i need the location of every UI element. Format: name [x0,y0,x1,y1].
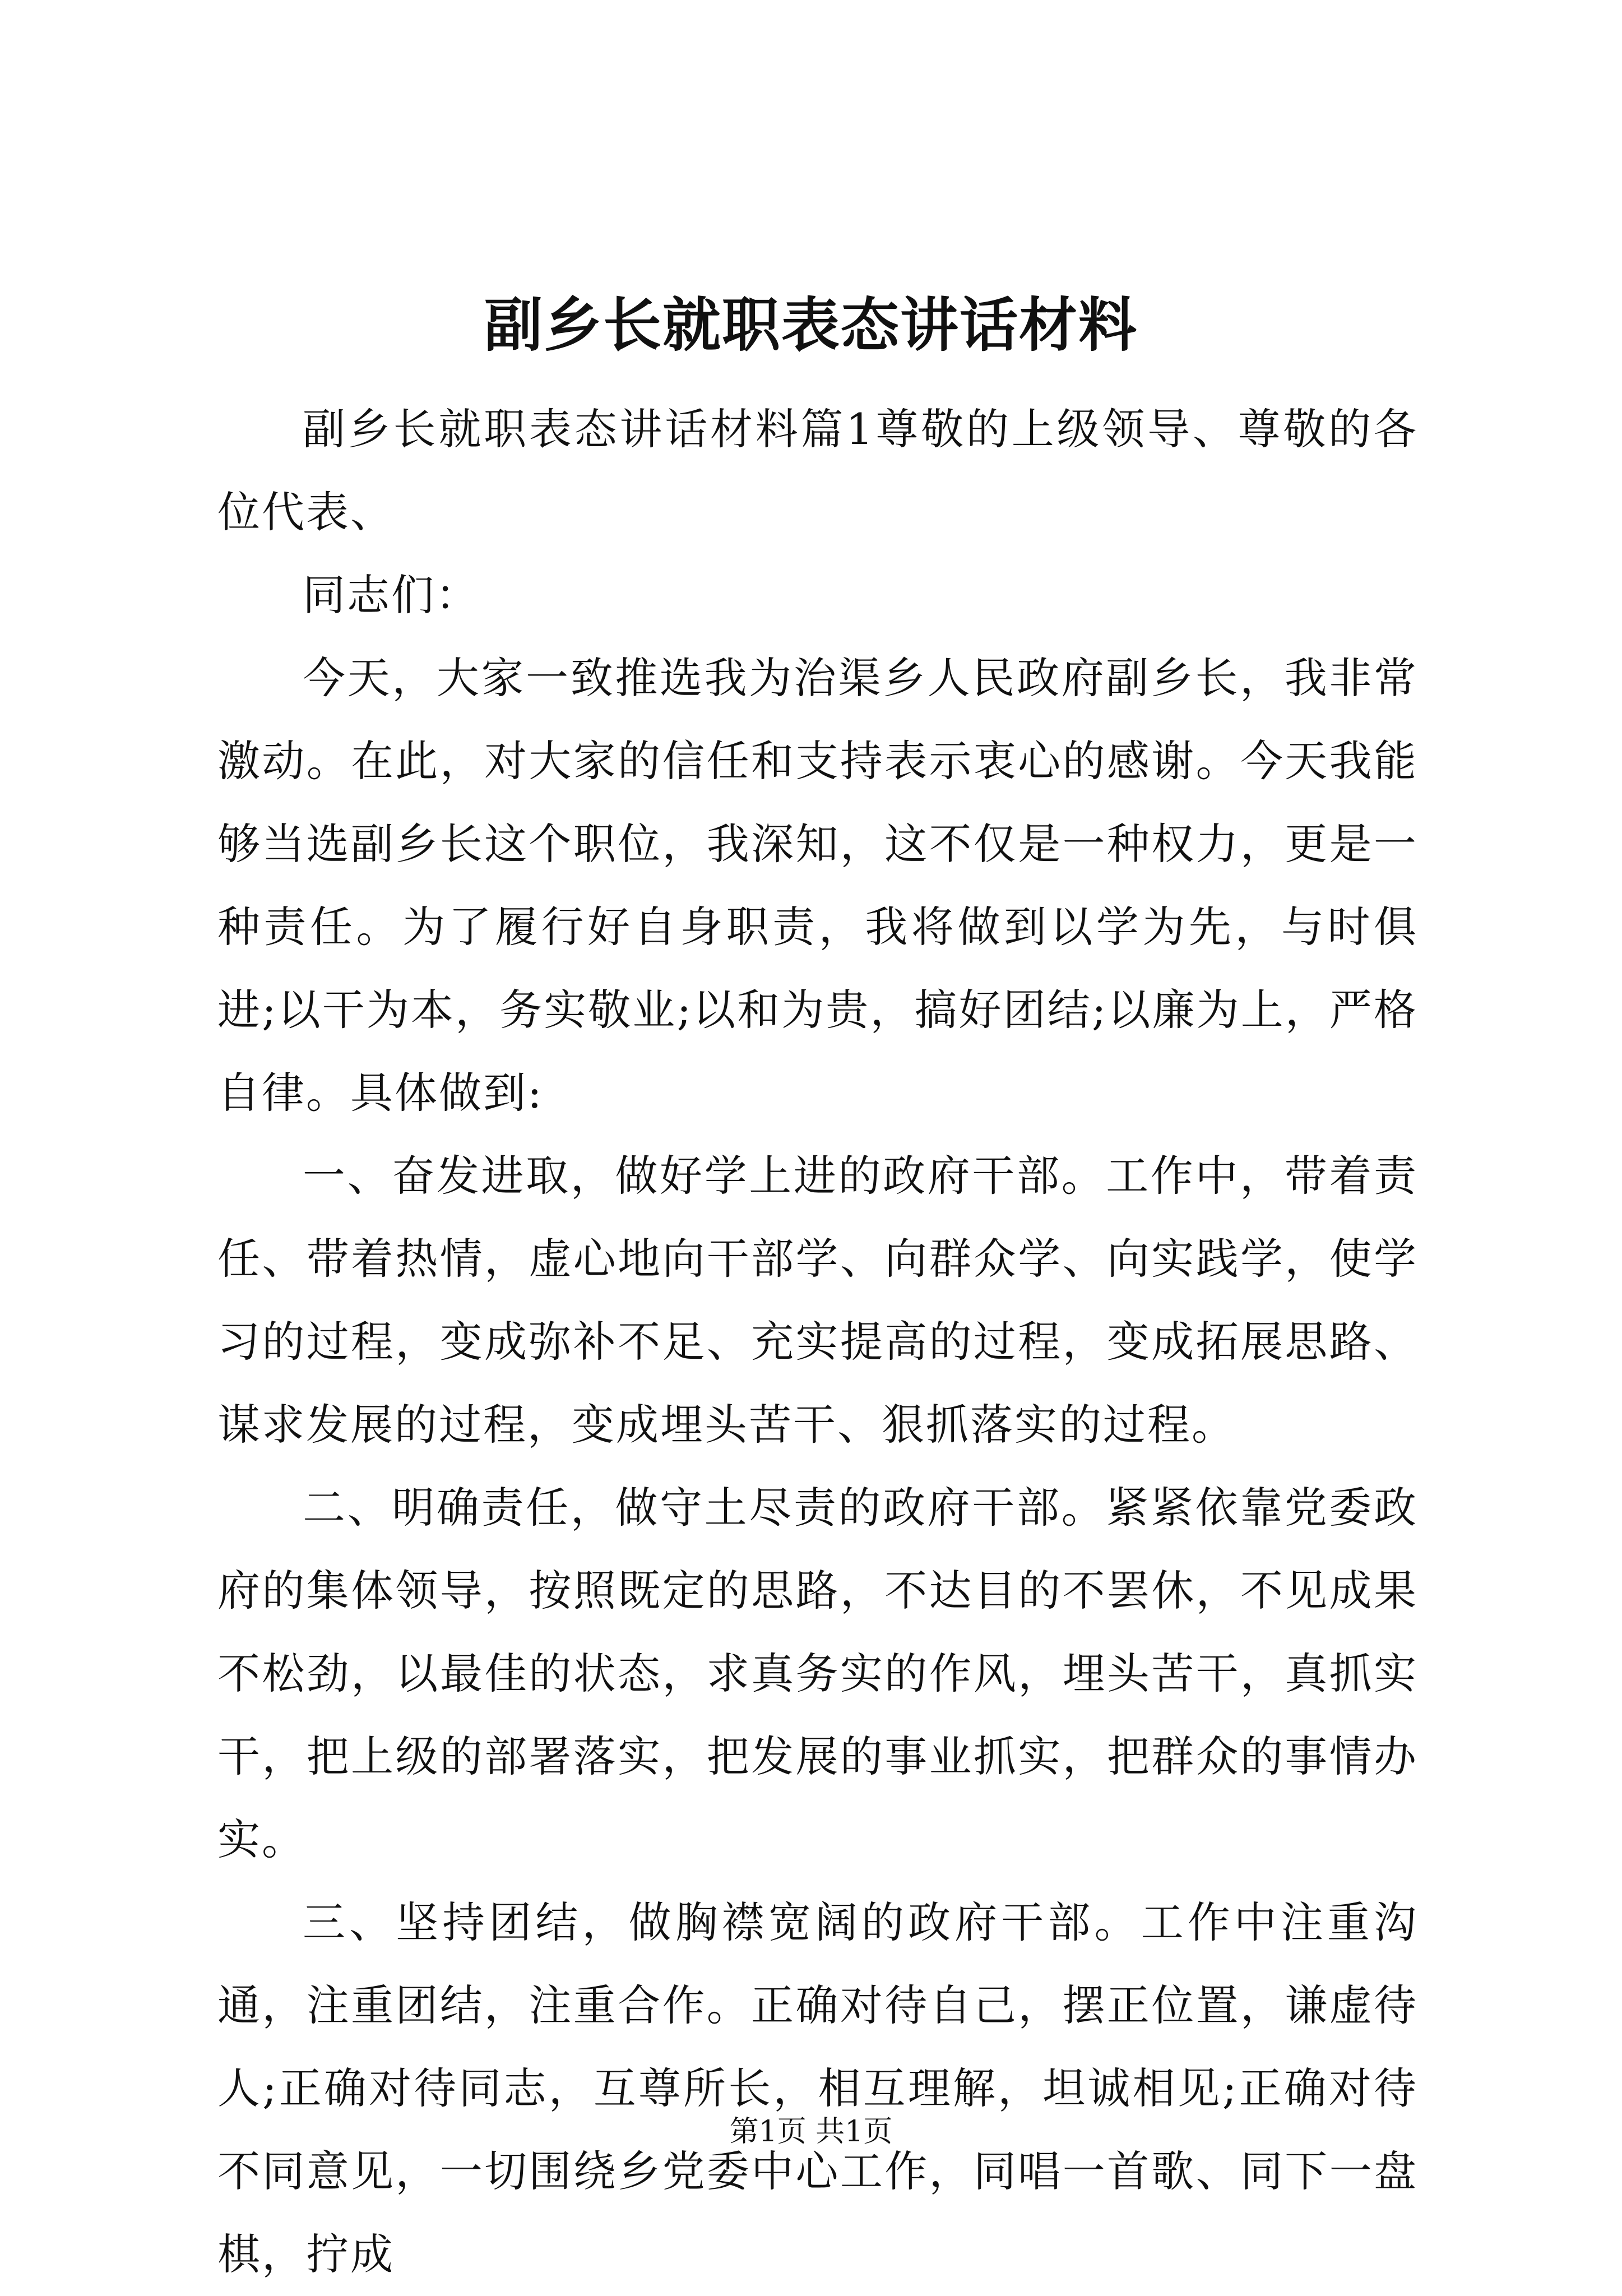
paragraph-point-three: 三、坚持团结，做胸襟宽阔的政府干部。工作中注重沟通，注重团结，注重合作。正确对待自己，摆正位置，谦虚待人;正确对待同志，互尊所长，相互理解，坦诚相见;正确对待不同意见，一切围绕乡党委中心工作，同唱一首歌、同下一盘棋，拧成 [217,1897,1418,2279]
paragraph-point-two: 二、明确责任，做守土尽责的政府干部。紧紧依靠党委政府的集体领导，按照既定的思路，不达目的不罢休，不见成果不松劲，以最佳的状态，求真务实的作风，埋头苦干，真抓实干，把上级的部署落实，把发展的事业抓实，把群众的事情办实。 [217,1483,1418,1864]
document-title: 副乡长就职表态讲话材料 [484,290,1138,359]
page-footer: 第1页 共1页 [729,2115,893,2149]
paragraph-intro: 副乡长就职表态讲话材料篇1尊敬的上级领导、尊敬的各位代表、 [217,404,1418,537]
paragraph-point-one: 一、奋发进取，做好学上进的政府干部。工作中，带着责任、带着热情，虚心地向干部学、向群众学、向实践学，使学习的过程，变成弥补不足、充实提高的过程，变成拓展思路、谋求发展的过程，变成埋头苦干、狠抓落实的过程。 [217,1151,1418,1450]
document-body [217,388,1418,2296]
paragraph-opening: 今天，大家一致推选我为治渠乡人民政府副乡长，我非常激动。在此，对大家的信任和支持表示衷心的感谢。今天我能够当选副乡长这个职位，我深知，这不仅是一种权力，更是一种责任。为了履行好自身职责，我将做到以学为先，与时俱进;以干为本，务实敬业;以和为贵，搞好团结;以廉为上，严格自律。具体做到: [217,653,1418,1118]
paragraph-salutation: 同志们： [303,570,480,620]
